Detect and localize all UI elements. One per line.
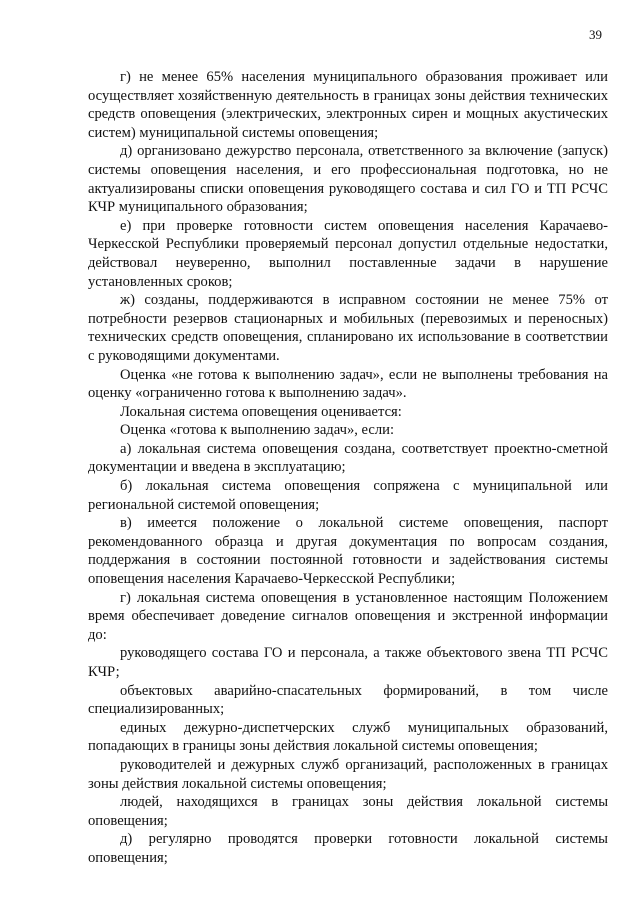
document-body <box>88 68 608 868</box>
paragraph-10: в) имеется положение о локальной системе оповещения, паспорт рекомендованного образца и другая документация по вопросам создания, поддержания в состоянии постоянной готовности и задействования системы оповещения населения Карачаево-Черкесской Республики; <box>88 515 608 588</box>
paragraph-4: ж) созданы, поддерживаются в исправном состоянии не менее 75% от потребности резервов стационарных и мобильных (перевозимых и переносных) технических средств оповещения, спланировано их использование в соответствии с руководящими документами. <box>88 292 608 364</box>
paragraph-5: Оценка «не готова к выполнению задач», если не выполнены требования на оценку «ограниченно готова к выполнению задач». <box>88 366 608 402</box>
paragraph-17: д) регулярно проводятся проверки готовности локальной системы оповещения; <box>88 831 608 866</box>
page-number: 39 <box>589 27 602 42</box>
paragraph-3: е) при проверке готовности систем оповещения населения Карачаево-Черкесской Республики проверяемый персонал допустил отдельные недостатки, действовал неуверенно, выполнил поставленные задачи в нарушение установленных сроков; <box>88 217 608 290</box>
paragraph-16: людей, находящихся в границах зоны действия локальной системы оповещения; <box>88 794 608 829</box>
paragraph-14: единых дежурно-диспетчерских служб муниципальных образований, попадающих в границы зоны действия локальной системы оповещения; <box>88 719 608 755</box>
paragraph-2: д) организовано дежурство персонала, ответственного за включение (запуск) системы оповещения населения, и его профессиональная подготовка, но не актуализированы списки оповещения руководящего состава и сил ГО и ТП РСЧС КЧР муниципального образования; <box>88 143 608 216</box>
paragraph-8: а) локальная система оповещения создана, соответствует проектно-сметной документации и введена в эксплуатацию; <box>88 440 608 476</box>
paragraph-15: руководителей и дежурных служб организаций, расположенных в границах зоны действия локальной системы оповещения; <box>88 756 608 792</box>
paragraph-9: б) локальная система оповещения сопряжена с муниципальной или региональной системой оповещения; <box>88 478 608 513</box>
paragraph-7: Оценка «готова к выполнению задач», если: <box>120 422 395 439</box>
paragraph-11: г) локальная система оповещения в установленное настоящим Положением время обеспечивает доведение сигналов оповещения и экстренной информации до: <box>88 589 608 643</box>
paragraph-13: объектовых аварийно-спасательных формирований, в том числе специализированных; <box>88 682 608 718</box>
paragraph-1: г) не менее 65% населения муниципального образования проживает или осуществляет хозяйственную деятельность в границах зоны действия технических средств оповещения (электрических, электронных сирен и мощных акустических систем) муниципальной системы оповещения; <box>88 69 608 141</box>
paragraph-12: руководящего состава ГО и персонала, а также объектового звена ТП РСЧС КЧР; <box>88 645 608 680</box>
paragraph-6: Локальная система оповещения оценивается: <box>120 403 402 420</box>
